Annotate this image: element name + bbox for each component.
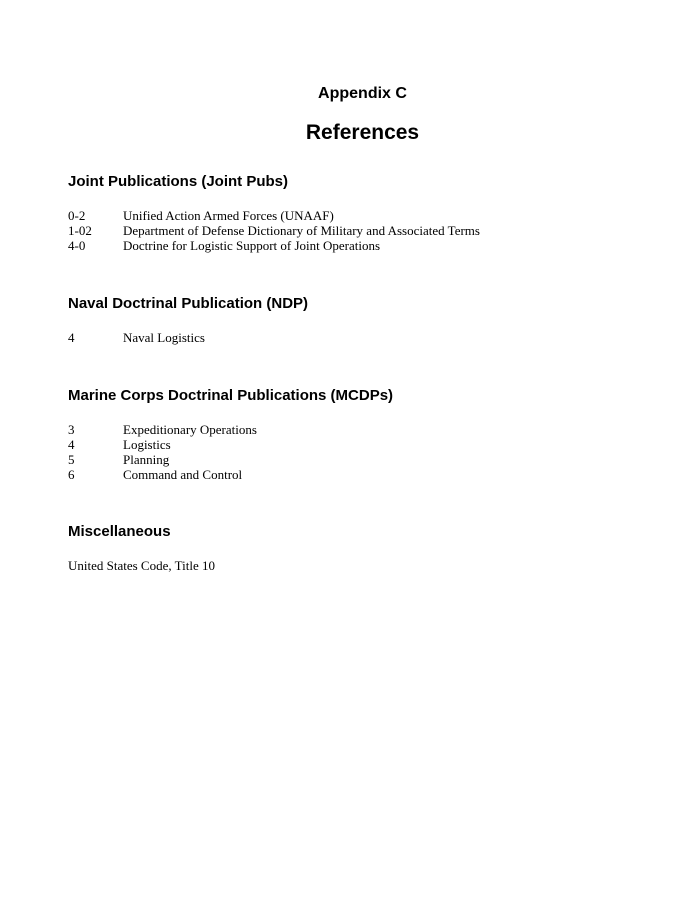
reference-number: 4-0 [68, 238, 86, 253]
reference-item [68, 330, 668, 345]
reference-item [68, 467, 668, 482]
reference-text: United States Code, Title 10 [68, 558, 215, 573]
reference-title: Expeditionary Operations [123, 422, 257, 437]
section-heading: Marine Corps Doctrinal Publications (MCDPs) [68, 387, 394, 404]
reference-item [68, 223, 668, 238]
section-heading: Naval Doctrinal Publication (NDP) [68, 295, 309, 312]
section-heading: Miscellaneous [68, 523, 171, 540]
reference-list [68, 208, 668, 253]
page-title: References [305, 121, 420, 144]
section-heading: Joint Publications (Joint Pubs) [68, 173, 289, 190]
reference-number: 0-2 [68, 208, 86, 223]
reference-number: 3 [68, 422, 75, 437]
reference-item [68, 437, 668, 452]
reference-number: 4 [68, 330, 75, 345]
reference-title: Naval Logistics [123, 330, 205, 345]
reference-title: Planning [123, 452, 170, 467]
section-miscellaneous [68, 522, 668, 573]
reference-number: 1-02 [68, 223, 92, 238]
section-joint-publications [68, 172, 668, 253]
reference-list [68, 330, 668, 345]
reference-number: 4 [68, 437, 75, 452]
reference-item [68, 238, 668, 253]
reference-item [68, 208, 668, 223]
reference-title: Command and Control [123, 467, 243, 482]
reference-item [68, 422, 668, 437]
appendix-label: Appendix C [318, 85, 407, 102]
reference-title: Unified Action Armed Forces (UNAAF) [123, 208, 334, 223]
reference-title: Doctrine for Logistic Support of Joint Operations [123, 238, 381, 253]
reference-item [68, 452, 668, 467]
section-marine-corps-doctrinal-publications [68, 386, 668, 482]
reference-number: 5 [68, 452, 75, 467]
reference-title: Logistics [123, 437, 171, 452]
reference-number: 6 [68, 467, 75, 482]
reference-list [68, 422, 668, 482]
section-naval-doctrinal-publication [68, 294, 668, 345]
reference-title: Department of Defense Dictionary of Military and Associated Terms [123, 223, 480, 238]
